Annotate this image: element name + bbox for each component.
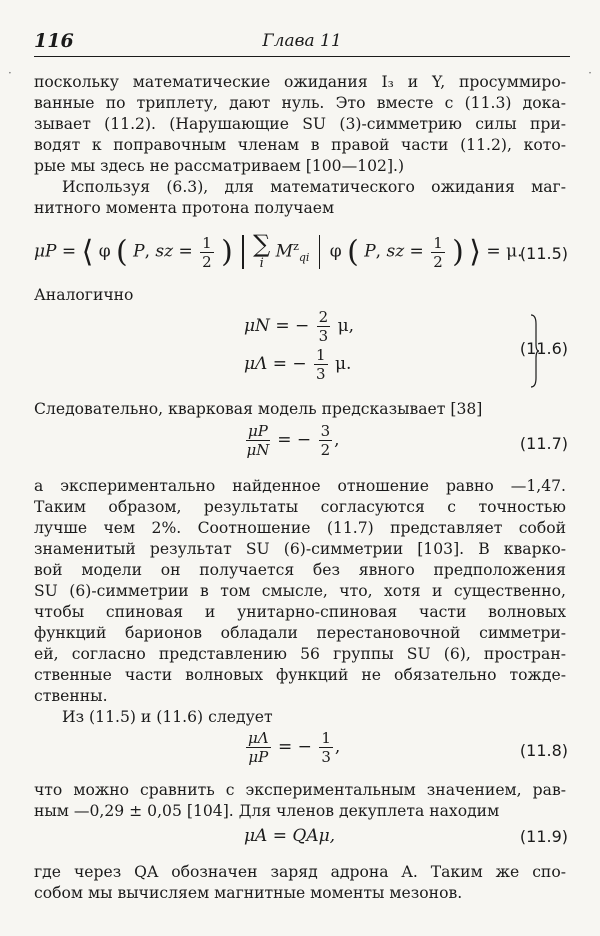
- text-line: поскольку математические ожидания I₃ и Y, просуммиро-: [34, 73, 566, 91]
- fraction: $\frac{\mu P}{\mu N}$: [246, 422, 270, 459]
- equation-number: (11.9): [519, 827, 568, 846]
- equation-number: (11.7): [519, 434, 568, 453]
- phi-symbol: φ: [98, 241, 111, 262]
- state-label: P: [133, 241, 145, 262]
- text-line: функций барионов обладали перестановочной симметри-: [34, 624, 566, 642]
- summation: ∑ i: [253, 230, 271, 271]
- spin-projection: sz: [386, 241, 405, 262]
- fraction: $\frac{2}{3}$: [318, 308, 329, 345]
- page-number: 116: [34, 30, 74, 52]
- paren-open: (: [116, 234, 128, 270]
- equation-11-7: $\frac{\mu P}{\mu N}$ = − $\frac{3}{2}$ ,: [246, 422, 340, 459]
- text-line: ственные части волновых функций не обязательно тожде-: [34, 666, 566, 684]
- text-line: нитного момента протона получаем: [34, 199, 335, 217]
- moment-operator: M: [275, 241, 294, 262]
- paren-open: (: [347, 234, 359, 270]
- equation-number: (11.5): [519, 244, 568, 263]
- bra-bar: [242, 235, 244, 269]
- text-line: водят к поправочным членам в правой части (11.2), кото-: [34, 136, 566, 154]
- equation-number: (11.6): [519, 339, 568, 358]
- text-line: Таким образом, результаты согласуются с точностью: [34, 498, 566, 516]
- equation-11-6-line-2: μΛ = − $\frac{1}{3}$ μ.: [244, 346, 352, 383]
- text-line: рые мы здесь не рассматриваем [100—102].): [34, 157, 405, 175]
- eq-lhs: μP: [34, 241, 57, 262]
- equation-11-5: μP = ⟨ φ ( P, sz = $\frac{1}{2}$ ) ∑ i $M^z_{qi}$ φ ( P, sz = $\frac{1}{2}$ ) ⟩ = μ.: [34, 230, 523, 271]
- fraction: $\frac{1}{3}$: [321, 729, 331, 766]
- text-line: где через QA обозначен заряд адрона A. Таким же спо-: [34, 863, 566, 881]
- fraction: $\frac{1}{2}$: [202, 233, 212, 271]
- equation-11-9: μA = QAμ,: [244, 826, 336, 846]
- margin-mark-right: ·: [588, 66, 592, 80]
- ket-bar: [319, 235, 321, 269]
- paren-close: ): [452, 234, 464, 270]
- text-line: чтобы спиновая и унитарно-спиновая части волновых: [34, 603, 566, 621]
- text-line: зывает (11.2). (Нарушающие SU (3)-симметрию силы при-: [34, 115, 566, 133]
- text-line: ным —0,29 ± 0,05 [104]. Для членов декуплета находим: [34, 802, 500, 820]
- text-line: а экспериментально найденное отношение равно —1,47.: [34, 477, 566, 495]
- text-line: Аналогично: [34, 286, 134, 304]
- text-line: ванные по триплету, дают нуль. Это вместе с (11.3) дока-: [34, 94, 566, 112]
- state-label: P: [364, 241, 376, 262]
- fraction: $\frac{1}{3}$: [316, 346, 326, 383]
- equation-11-8: $\frac{\mu\Lambda}{\mu P}$ = − $\frac{1}{3}$ ,: [248, 729, 341, 766]
- text-line: собом мы вычисляем магнитные моменты мезонов.: [34, 884, 463, 902]
- fraction: $\frac{3}{2}$: [320, 422, 331, 459]
- fraction: $\frac{\mu\Lambda}{\mu P}$: [248, 729, 269, 766]
- right-angle: ⟩: [469, 234, 482, 270]
- equation-number: (11.8): [519, 741, 568, 760]
- text-line: что можно сравнить с экспериментальным значением, рав-: [34, 781, 566, 799]
- text-line: ственны.: [34, 687, 108, 705]
- text-line: Используя (6.3), для математического ожидания маг-: [62, 178, 566, 196]
- eq-rhs: = μ.: [486, 241, 523, 262]
- paren-close: ): [221, 234, 233, 270]
- text-line: лучше чем 2%. Соотношение (11.7) представляет собой: [34, 519, 566, 537]
- phi-symbol: φ: [329, 241, 342, 262]
- text-line: ей, согласно представлению 56 группы SU (6), простран-: [34, 645, 566, 663]
- running-header: [34, 30, 570, 52]
- chapter-title: Глава 11: [262, 31, 342, 51]
- text-line: вой модели он получается без явного предположения: [34, 561, 566, 579]
- text-line: SU (6)-симметрии в том смысле, что, хотя и существенно,: [34, 582, 566, 600]
- spin-projection: sz: [155, 241, 174, 262]
- fraction: $\frac{1}{2}$: [433, 233, 443, 271]
- equation-11-6-line-1: μN = − $\frac{2}{3}$ μ,: [244, 308, 355, 345]
- margin-mark-left: ·: [8, 66, 12, 80]
- header-rule: [34, 56, 570, 57]
- text-line: Из (11.5) и (11.6) следует: [62, 708, 273, 726]
- text-line: Следовательно, кварковая модель предсказывает [38]: [34, 400, 483, 418]
- text-line: знаменитый результат SU (6)-симметрии [103]. В кварко-: [34, 540, 566, 558]
- left-angle: ⟨: [81, 234, 94, 270]
